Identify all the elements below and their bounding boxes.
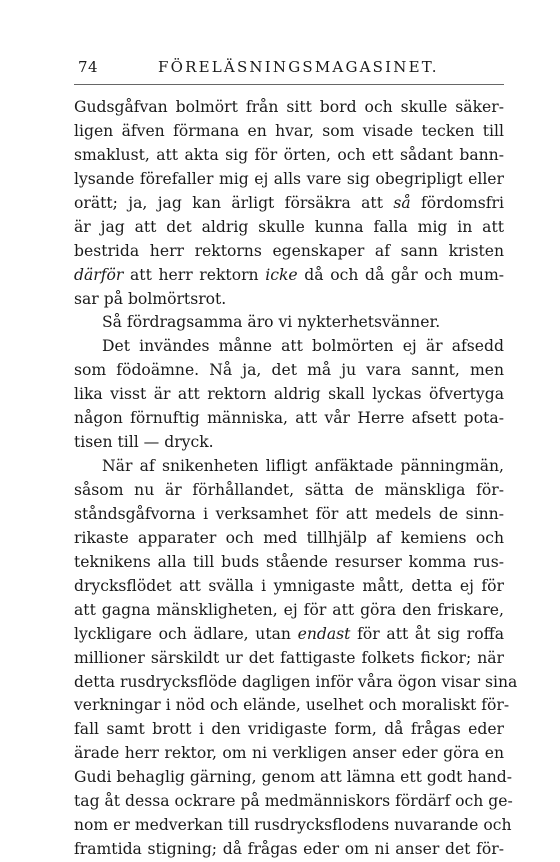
text-line [74,359,504,383]
text-segment: smaklust, att akta sig för örten, och ett sådant bann- [74,145,504,164]
text-line [74,407,504,431]
text-segment: lysande förefaller mig ej alls vare sig obegripligt eller [74,169,504,188]
text-segment: Det invändes månne att bolmörten ej är afsedd [102,337,504,356]
text-segment: tag åt dessa ockrare på medmänniskors fördärf och ge- [74,792,513,811]
text-line [74,288,504,312]
text-segment: orätt; ja, jag kan ärligt försäkra att [74,193,394,212]
text-segment: bestrida herr rektorns egenskaper af sann kristen [74,241,504,260]
running-header [74,58,504,78]
text-line [74,790,513,814]
text-line [74,766,513,790]
text-segment: då och då går och mum- [297,265,505,284]
text-segment: lyckligare och ädlare, utan [74,624,298,643]
header-rule [74,84,504,85]
text-segment: som födoämne. Nå ja, det må ju vara sannt, men [74,361,504,380]
text-segment: fördomsfri [410,193,504,212]
text-line [74,718,504,742]
text-segment: lika visst är att rektorn aldrig skall lyckas öfvertyga [74,385,504,404]
text-segment: millioner särskildt ur det fattigaste folkets fickor; när [74,648,504,667]
text-line [74,575,504,599]
text-segment: sar på bolmörtsrot. [74,289,227,308]
text-segment: för att åt sig roffa [350,624,505,643]
text-line [74,383,504,407]
text-line [74,335,504,359]
text-segment: framtida stigning; då frågas eder om ni anser det för- [74,840,504,859]
italic-text: icke [265,265,298,284]
text-line [74,120,504,144]
text-line [74,671,518,695]
text-line [74,455,504,479]
text-segment: Gudsgåfvan bolmört från sitt bord och skulle säker- [74,98,504,116]
italic-text: så [393,193,411,212]
text-segment: nom er medverkan till rusdrycksflodens nuvarande och [74,816,512,835]
text-line [74,311,504,335]
text-segment: När af snikenheten lifligt anfäktade pänningmän, [102,457,504,476]
text-line [74,599,504,623]
text-line [74,168,504,192]
text-segment: ståndsgåfvorna i verksamhet för att medels de sinn- [74,504,504,523]
text-segment: Gudi behaglig gärning, genom att lämna ett godt hand- [74,768,513,787]
text-segment: teknikens alla till buds stående resurser komma rus- [74,552,504,571]
text-segment: såsom nu är förhållandet, sätta de mänskliga för- [74,481,504,499]
text-line [74,96,504,120]
text-segment: är jag att det aldrig skulle kunna falla mig in att [74,217,504,236]
text-line [74,623,504,647]
text-line [74,479,504,503]
text-segment: tisen till — dryck. [74,433,214,452]
text-line [74,742,504,766]
text-line [74,240,504,264]
text-line [74,216,504,240]
text-line [74,144,504,168]
text-line [74,551,504,575]
text-segment: att herr rektorn [123,265,266,284]
text-segment: rikaste apparater och med tillhjälp af kemiens och [74,528,504,547]
text-line [74,192,504,216]
page-number: 74 [78,58,99,76]
text-line [74,264,504,288]
text-line [74,694,510,718]
text-segment: Så fördragsamma äro vi nykterhetsvänner. [102,313,441,332]
text-segment: ligen äfven förmana en hvar, som visade tecken till [74,121,504,140]
text-segment: att gagna mänskligheten, ej för att göra den friskare, [74,600,504,619]
text-segment: någon förnuftig människa, att vår Herre afsett pota- [74,409,504,428]
text-segment: ärade herr rektor, om ni verkligen anser eder göra en [74,744,504,763]
text-line [74,431,504,455]
body-text [74,96,518,862]
running-title: FÖRELÄSNINGSMAGASINET. [158,58,439,76]
italic-text: därför [74,265,124,284]
text-segment: verkningar i nöd och elände, uselhet och moraliskt för- [74,696,510,715]
text-segment: detta rusdrycksflöde dagligen inför våra ögon visar sina [74,672,518,691]
text-line [74,503,504,527]
text-segment: fall samt brott i den vridigaste form, då frågas eder [74,720,504,739]
text-line [74,838,504,862]
text-segment: drycksflödet att svälla i ymnigaste mått, detta ej för [74,576,504,595]
text-line [74,647,504,671]
text-line [74,527,504,551]
text-line [74,814,512,838]
italic-text: endast [297,624,351,643]
